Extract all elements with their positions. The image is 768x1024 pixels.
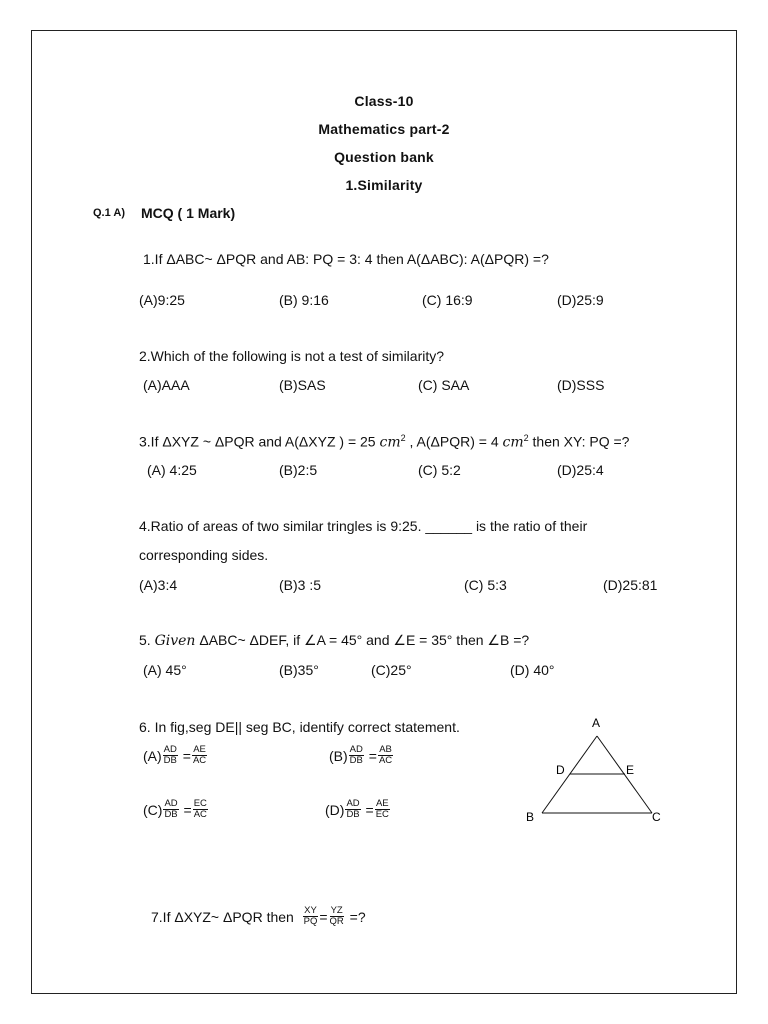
q6-option-a: (A) $\frac{AD}{DB}$ = $\frac{AE}{AC}$ [143,744,207,766]
question-5: 5. Given ΔABC~ ΔDEF, if ∠A = 45° and ∠E = 35° then ∠B =? [139,632,530,649]
fraction: $\frac{AB}{AC}$ [378,744,393,766]
question-4-line-2: corresponding sides. [139,547,269,563]
q5-option-b: (B)35° [279,662,319,678]
fraction: $\frac{AD}{DB}$ [164,798,178,820]
fraction: $\frac{EC}{AC}$ [193,798,207,820]
fraction: $\frac{XY}{PQ}$ [303,905,318,927]
point-d-label: D [556,763,565,777]
q4-option-c: (C) 5:3 [464,577,507,593]
q1-option-d: (D)25:9 [557,292,604,308]
section-number: Q.1 A) [93,207,125,219]
subject-heading: Mathematics part-2 [318,121,450,137]
fraction: $\frac{AD}{DB}$ [163,744,177,766]
q2-option-c: (C) SAA [418,377,470,393]
q6-option-b: (B) $\frac{AD}{DB}$ = $\frac{AB}{AC}$ [329,744,393,766]
point-e-label: E [626,763,635,777]
question-2: 2.Which of the following is not a test of similarity? [139,348,445,364]
question-4-line-1: 4.Ratio of areas of two similar tringles is 9:25. ______ is the ratio of their [139,518,588,534]
vertex-b-label: B [526,810,535,824]
q3-option-a: (A) 4:25 [147,462,197,478]
section-title: MCQ ( 1 Mark) [141,205,236,221]
question-6: 6. In fig,seg DE|| seg BC, identify correct statement. [139,719,460,735]
q3-option-d: (D)25:4 [557,462,604,478]
question-1: 1.If ΔABC~ ΔPQR and AB: PQ = 3: 4 then A(ΔABC): A(ΔPQR) =? [143,251,549,267]
q5-option-c: (C)25° [371,662,412,678]
type-heading: Question bank [334,149,434,165]
q4-option-d: (D)25:81 [603,577,658,593]
q5-option-d: (D) 40° [510,662,555,678]
q4-option-a: (A)3:4 [139,577,178,593]
q4-option-b: (B)3 :5 [279,577,322,593]
q2-option-d: (D)SSS [557,377,605,393]
question-7: 7.If ΔXYZ~ ΔPQR then $\frac{XY}{PQ}$ = $\frac{YZ}{QR}$ =? [151,905,366,927]
page-border [31,30,737,994]
vertex-a-label: A [592,716,601,730]
q6-option-d: (D) $\frac{AD}{DB}$ = $\frac{AE}{EC}$ [325,798,389,820]
q3-option-c: (C) 5:2 [418,462,461,478]
fraction: $\frac{AE}{EC}$ [375,798,389,820]
q2-option-a: (A)AAA [143,377,190,393]
class-heading: Class-10 [354,93,414,109]
q5-option-a: (A) 45° [143,662,187,678]
q3-option-b: (B)2:5 [279,462,318,478]
q2-option-b: (B)SAS [279,377,326,393]
fraction: $\frac{AD}{DB}$ [346,798,360,820]
q1-option-c: (C) 16:9 [422,292,473,308]
triangle-figure [520,712,670,827]
question-3: 3.If ΔXYZ ~ ΔPQR and A(ΔXYZ ) = 25 $cm^2$ , A(ΔPQR) = 4 $cm^2$ then XY: PQ =? [139,433,630,451]
fraction: $\frac{YZ}{QR}$ [329,905,344,927]
chapter-heading: 1.Similarity [345,177,423,193]
vertex-c-label: C [652,810,661,824]
fraction: $\frac{AD}{DB}$ [349,744,363,766]
q1-option-b: (B) 9:16 [279,292,329,308]
q6-option-c: (C) $\frac{AD}{DB}$ = $\frac{EC}{AC}$ [143,798,207,820]
q1-option-a: (A)9:25 [139,292,185,308]
fraction: $\frac{AE}{AC}$ [192,744,207,766]
